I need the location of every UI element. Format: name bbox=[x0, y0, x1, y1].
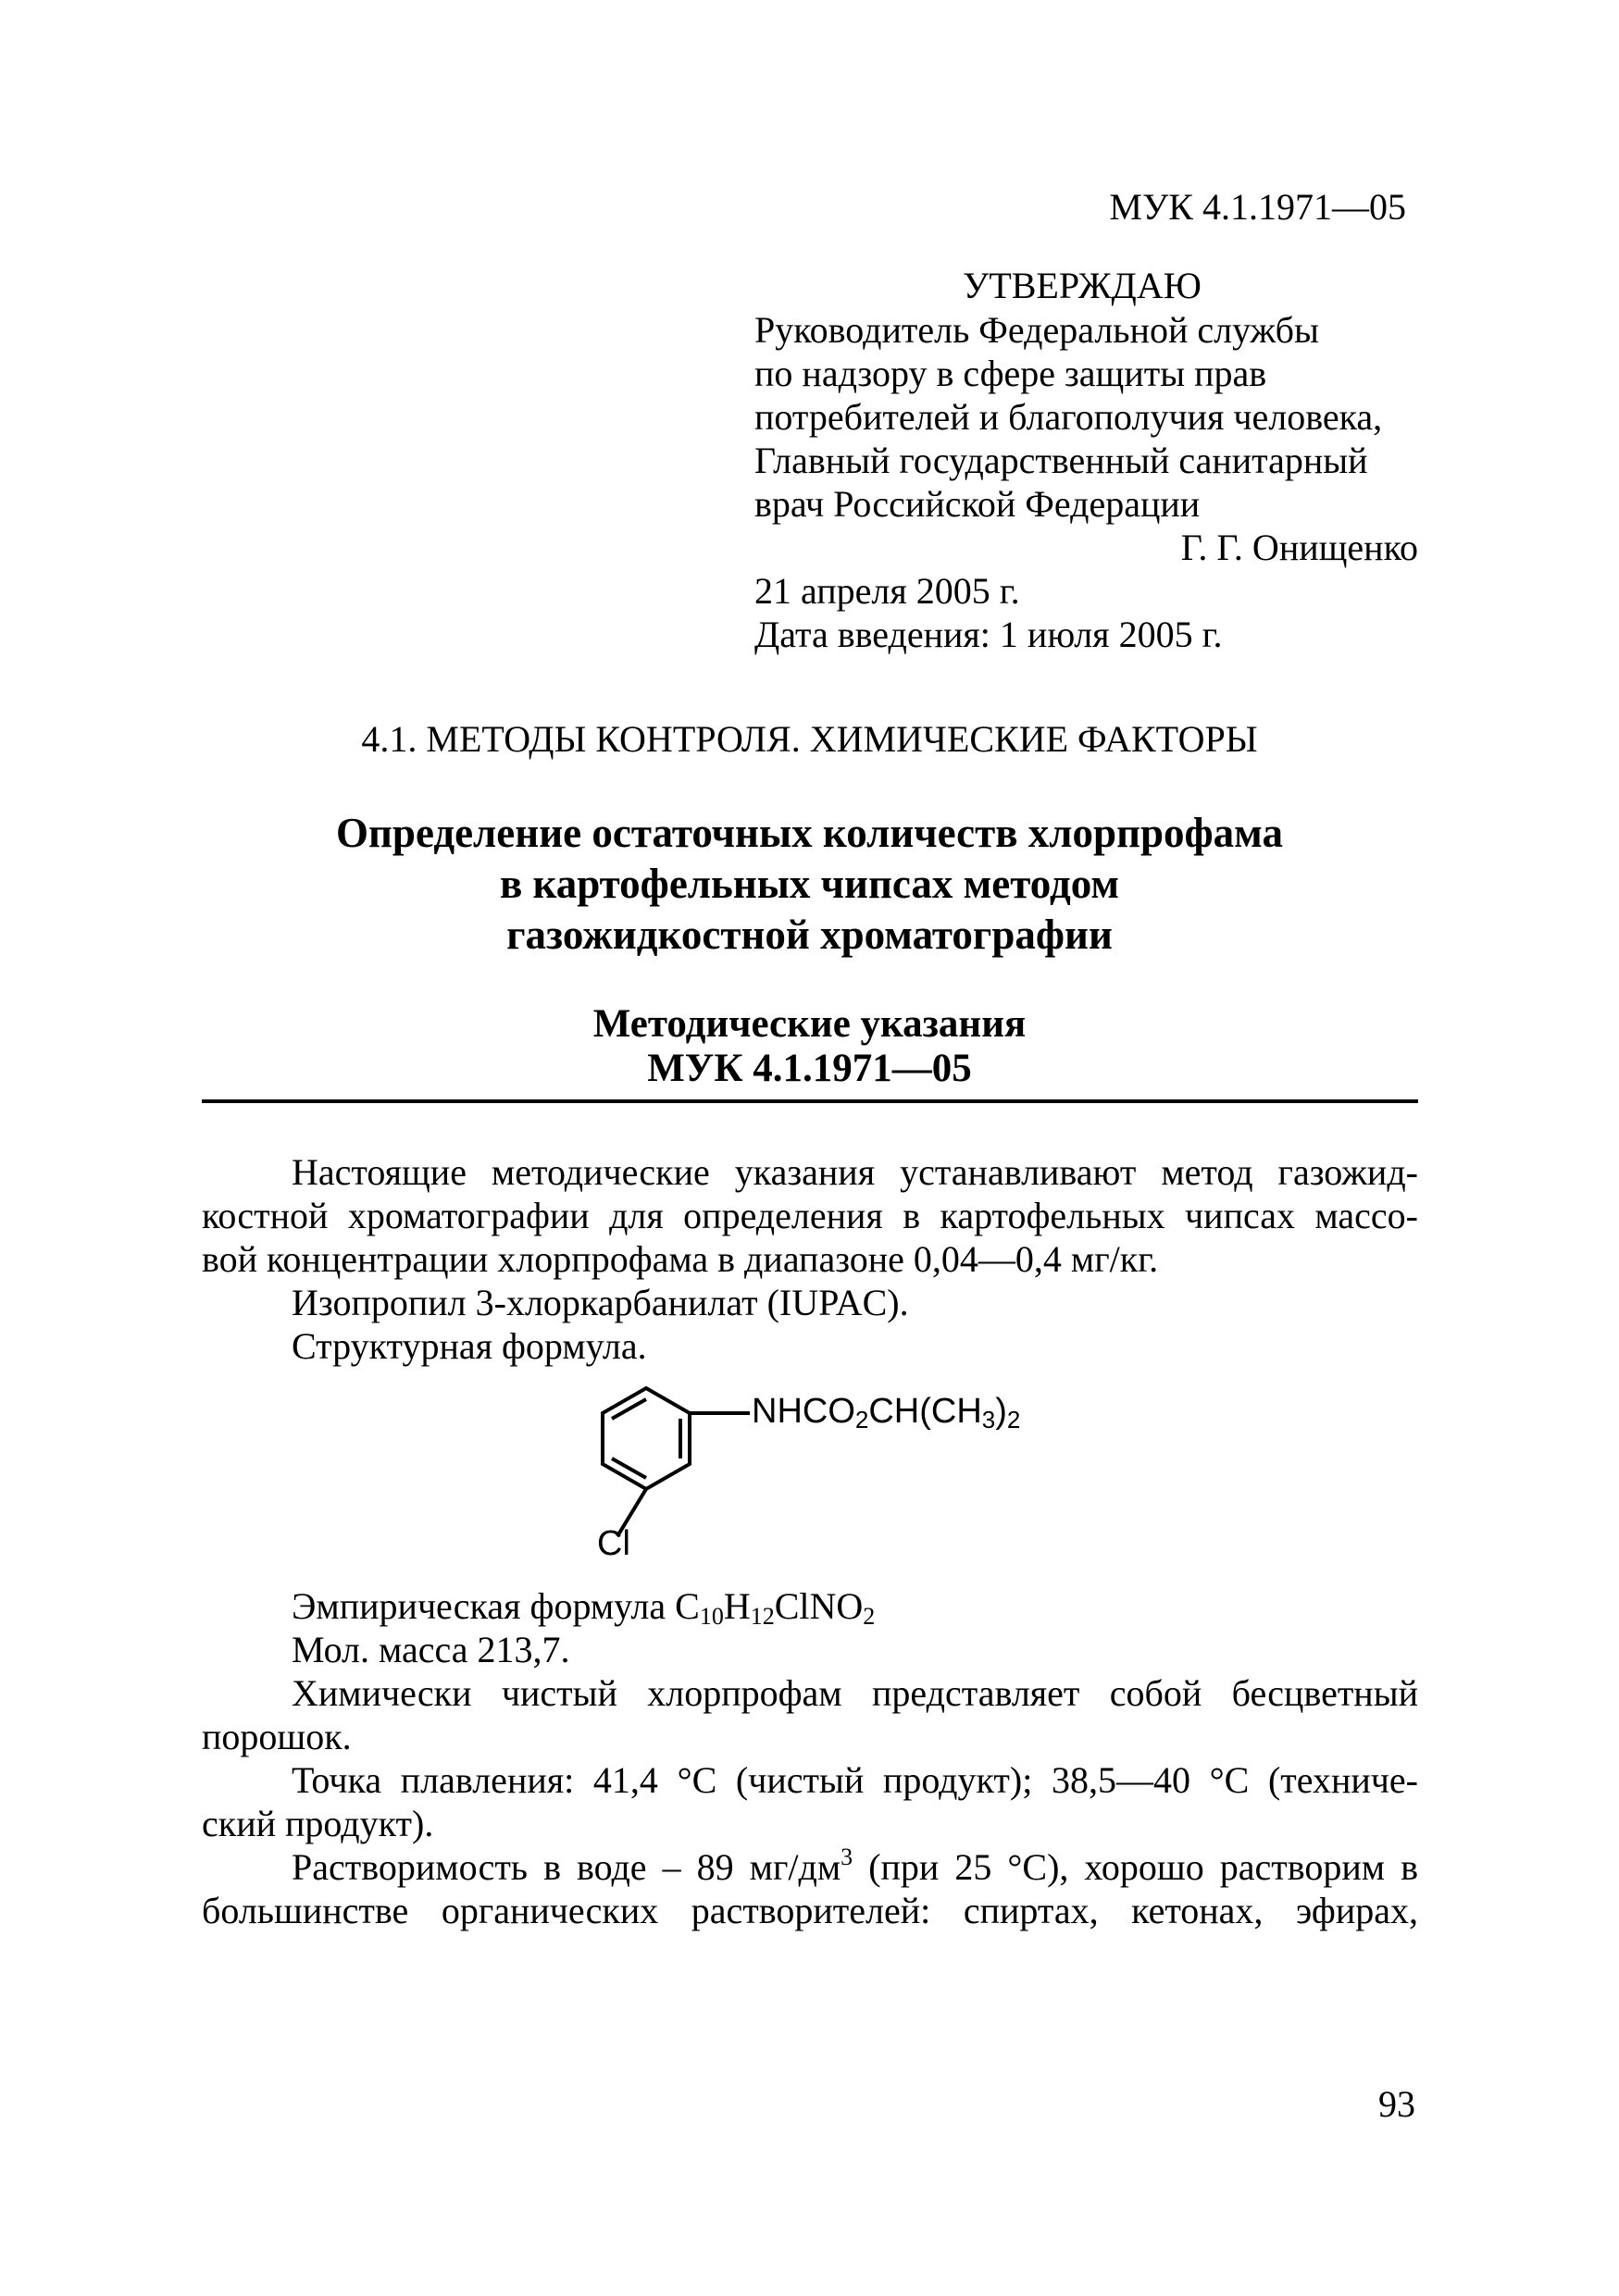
formula-part: ClNO bbox=[774, 1585, 864, 1627]
formula-part: ) bbox=[995, 1392, 1007, 1431]
document-code: МУК 4.1.1971—05 bbox=[1109, 186, 1406, 228]
iupac-name: Изопропил 3-хлоркарбанилат (IUPAC). bbox=[292, 1282, 909, 1323]
formula-part: CH(CH bbox=[868, 1392, 982, 1431]
approval-line: врач Российской Федерации bbox=[754, 483, 1201, 525]
empirical-label: Эмпирическая формула bbox=[292, 1585, 676, 1627]
superscript: 3 bbox=[841, 1843, 853, 1870]
properties-block bbox=[202, 1584, 1418, 1932]
approval-block bbox=[754, 308, 1418, 656]
approval-heading: УТВЕРЖДАЮ bbox=[963, 265, 1202, 306]
text-fragment: Растворимость в воде – 89 мг/дм bbox=[292, 1846, 841, 1888]
text-line: ский продукт). bbox=[202, 1803, 434, 1844]
chlorine-label: Cl bbox=[597, 1524, 630, 1563]
approval-line: потребителей и благополучия человека, bbox=[754, 396, 1383, 438]
approval-line: Руководитель Федеральной службы bbox=[754, 309, 1319, 351]
formula-part: NHCO bbox=[752, 1392, 855, 1431]
title-line: газожидкостной хроматографии bbox=[506, 912, 1113, 958]
solubility-line bbox=[202, 1845, 1418, 1889]
approval-line: по надзору в сфере защиты прав bbox=[754, 353, 1267, 394]
approval-signer: Г. Г. Онищенко bbox=[1180, 527, 1418, 568]
substituent-group bbox=[752, 1388, 1020, 1434]
text-fragment: (при 25 °С), хорошо растворим в bbox=[853, 1846, 1418, 1888]
approval-effective-date: Дата введения: 1 июля 2005 г. bbox=[754, 614, 1223, 655]
page-number: 93 bbox=[1378, 2083, 1415, 2125]
formula-subscript: 3 bbox=[981, 1406, 996, 1433]
benzene-ring-diagram bbox=[555, 1351, 1129, 1564]
formula-subscript: 2 bbox=[854, 1406, 869, 1433]
text-line: Настоящие методические указания устанавливают метод газожид- bbox=[292, 1151, 1418, 1193]
section-heading: 4.1. МЕТОДЫ КОНТРОЛЯ. ХИМИЧЕСКИЕ ФАКТОРЫ bbox=[361, 718, 1258, 760]
text-line: вой концентрации хлорпрофама в диапазоне 0,04—0,4 мг/кг. bbox=[202, 1238, 1159, 1280]
document-subtitle bbox=[0, 1002, 1619, 1091]
subtitle-line: Методические указания bbox=[592, 1002, 1027, 1046]
molar-mass: Мол. масса 213,7. bbox=[292, 1629, 570, 1670]
text-line: Химически чистый хлорпрофам представляет собой бесцветный bbox=[292, 1672, 1418, 1714]
formula-part: H bbox=[723, 1585, 751, 1627]
formula-part: C bbox=[675, 1585, 700, 1627]
formula-subscript: 2 bbox=[1006, 1406, 1021, 1433]
formula-subscript: 10 bbox=[699, 1603, 724, 1630]
formula-subscript: 12 bbox=[750, 1603, 775, 1630]
intro-paragraph bbox=[202, 1150, 1418, 1368]
structural-formula bbox=[555, 1351, 1129, 1569]
subtitle-line: МУК 4.1.1971—05 bbox=[647, 1047, 972, 1090]
text-line: костной хроматографии для определения в картофельных чипсах массо- bbox=[202, 1195, 1418, 1236]
formula-subscript: 2 bbox=[863, 1603, 876, 1630]
title-line: Определение остаточных количеств хлорпрофама bbox=[335, 810, 1284, 856]
text-line: большинстве органических растворителей: спиртах, кетонах, эфирах, bbox=[202, 1890, 1418, 1931]
text-line: Точка плавления: 41,4 °С (чистый продукт); 38,5—40 °С (техниче- bbox=[292, 1759, 1418, 1801]
empirical-formula bbox=[202, 1584, 1418, 1628]
approval-date: 21 апреля 2005 г. bbox=[754, 570, 1020, 612]
structural-formula-label: Структурная формула. bbox=[292, 1325, 647, 1367]
text-line: порошок. bbox=[202, 1716, 352, 1757]
approval-line: Главный государственный санитарный bbox=[754, 440, 1368, 481]
document-title bbox=[0, 808, 1619, 961]
title-divider bbox=[202, 1099, 1418, 1103]
benzene-ring bbox=[603, 1388, 690, 1489]
title-line: в картофельных чипсах методом bbox=[499, 861, 1120, 907]
